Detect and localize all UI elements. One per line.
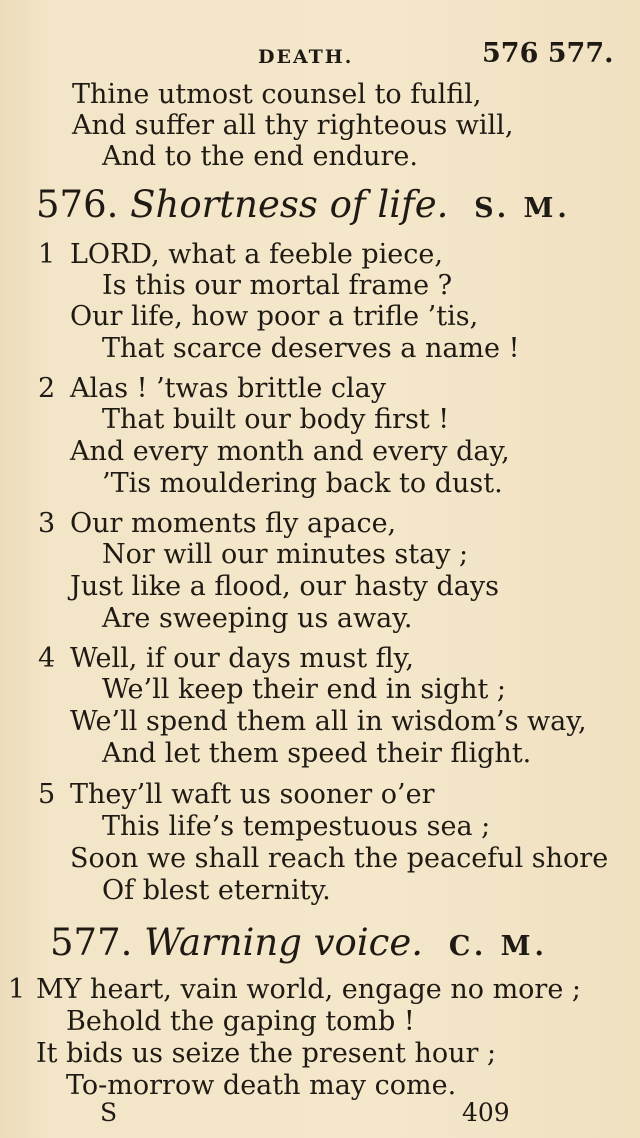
verse-line: MY heart, vain world, engage no more ;	[36, 974, 581, 1005]
verse-number: 4	[38, 643, 56, 674]
hymn-number: 577.	[50, 921, 133, 964]
verse-line: Alas ! ’twas brittle clay	[70, 373, 387, 404]
page-number: 409	[462, 1098, 510, 1127]
verse-number: 1	[8, 974, 26, 1005]
verse-line: Is this our mortal frame ?	[102, 270, 453, 301]
hymn-577-title	[50, 922, 548, 968]
verse-line: ’Tis mouldering back to dust.	[102, 468, 503, 499]
verse-line: It bids us seize the present hour ;	[36, 1038, 497, 1069]
verse-line: They’ll waft us sooner o’er	[70, 779, 435, 810]
hymn-name: Warning voice.	[144, 921, 424, 964]
running-head: DEATH.	[258, 46, 354, 68]
verse-line: We’ll keep their end in sight ;	[102, 674, 507, 705]
verse-line: This life’s tempestuous sea ;	[102, 811, 491, 842]
opening-line: And to the end endure.	[102, 141, 418, 172]
verse-line: And let them speed their flight.	[102, 738, 532, 769]
verse-number: 5	[38, 779, 56, 810]
verse-line: We’ll spend them all in wisdom’s way,	[70, 706, 587, 737]
page-header	[0, 38, 640, 78]
verse-line: Soon we shall reach the peaceful shore	[70, 843, 609, 874]
signature-mark: S	[100, 1098, 118, 1127]
verse-number: 3	[38, 508, 56, 539]
verse-number: 1	[38, 239, 56, 270]
verse-line: Just like a flood, our hasty days	[70, 571, 499, 602]
hymn-576-title	[36, 184, 571, 230]
verse-line: That scarce deserves a name !	[102, 333, 520, 364]
hymn-meter: C. M.	[448, 931, 548, 962]
verse-line: Behold the gaping tomb !	[66, 1006, 415, 1037]
verse-line: To-morrow death may come.	[66, 1070, 457, 1101]
verse-line: Well, if our days must fly,	[70, 643, 414, 674]
opening-line: Thine utmost counsel to fulfil,	[72, 79, 482, 110]
verse-line: Are sweeping us away.	[102, 603, 413, 634]
opening-line: And suffer all thy righteous will,	[72, 110, 514, 141]
hymn-name: Shortness of life.	[130, 183, 449, 226]
verse-line: Our moments fly apace,	[70, 508, 397, 539]
verse-number: 2	[38, 373, 56, 404]
hymn-number: 576.	[36, 183, 119, 226]
verse-line: Of blest eternity.	[102, 875, 331, 906]
verse-line: Our life, how poor a trifle ’tis,	[70, 301, 479, 332]
verse-line: LORD, what a feeble piece,	[70, 239, 443, 270]
hymn-range: 576 577.	[482, 38, 614, 69]
hymn-meter: S. M.	[474, 193, 571, 224]
verse-line: And every month and every day,	[70, 436, 510, 467]
verse-line: Nor will our minutes stay ;	[102, 539, 469, 570]
verse-line: That built our body first !	[102, 404, 450, 435]
